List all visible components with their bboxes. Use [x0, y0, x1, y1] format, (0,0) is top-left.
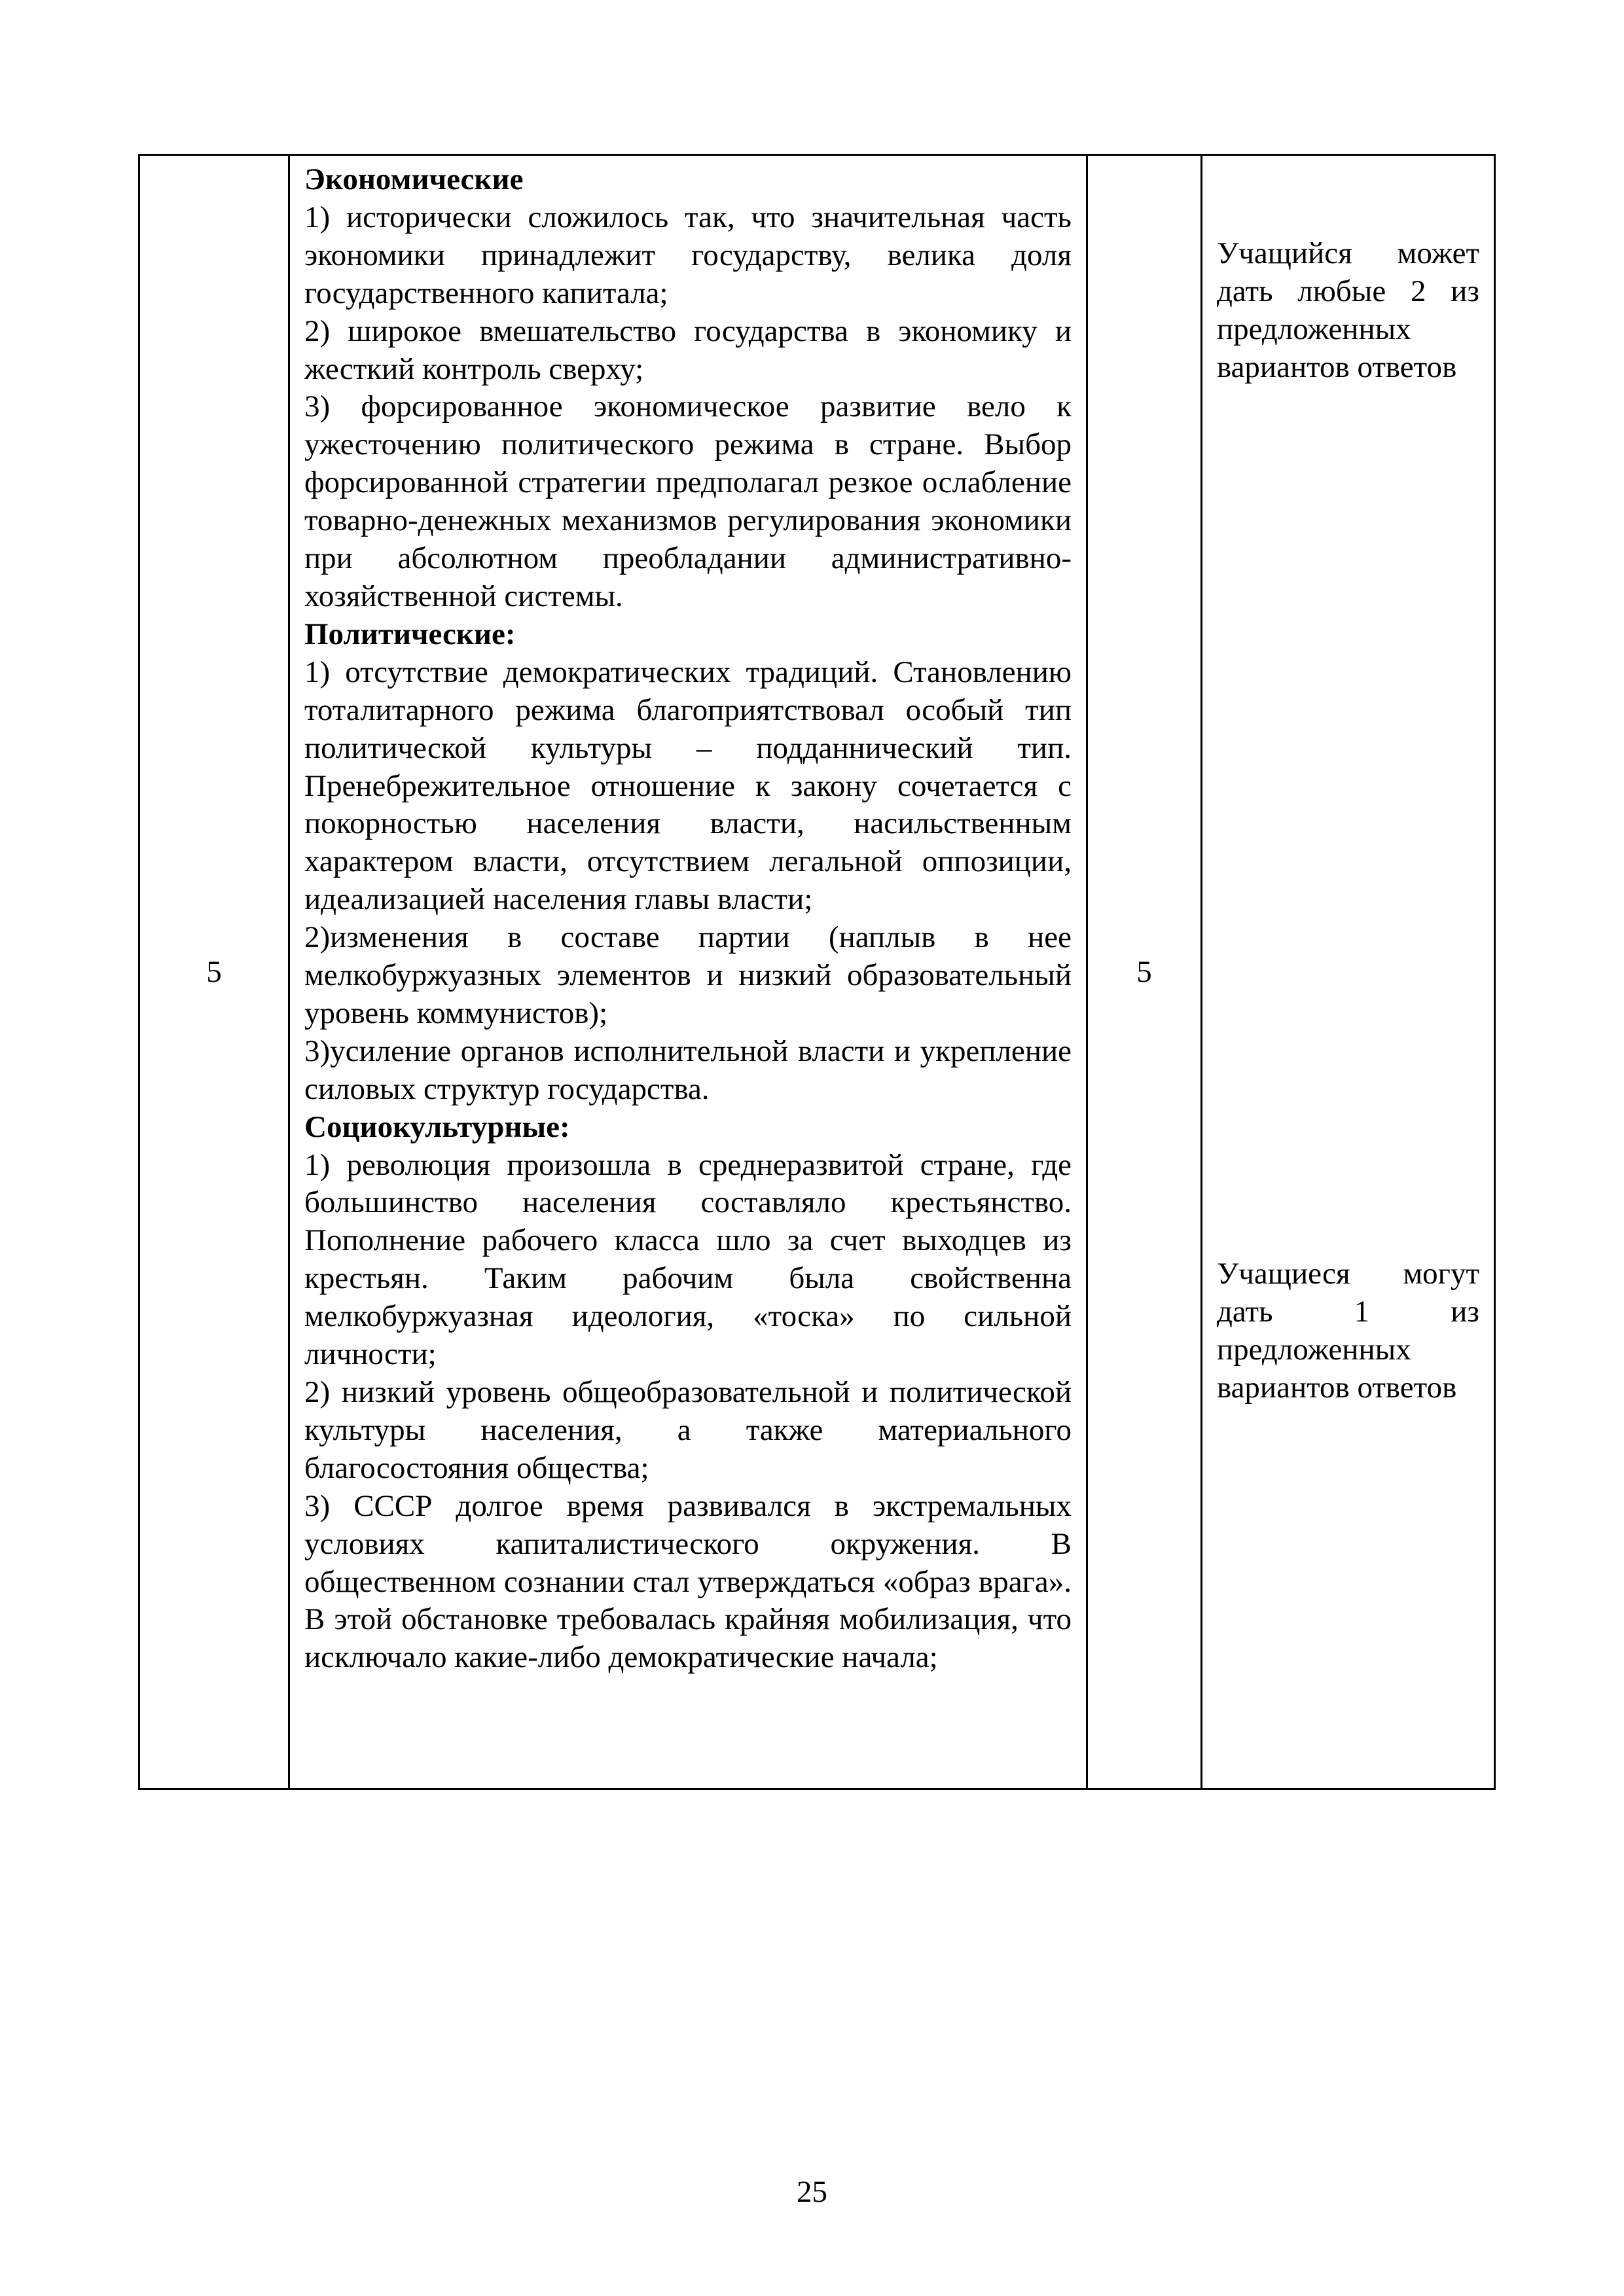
question-number: 5	[206, 955, 222, 989]
list-item: 2)изменения в составе партии (наплыв в нее мелкобуржуазных элементов и низкий образовательный уровень коммунистов);	[304, 920, 1072, 1030]
list-item: 2) низкий уровень общеобразовательной и политической культуры населения, а также материального благосостояния общества;	[304, 1375, 1072, 1485]
list-item: 3) СССР долгое время развивался в экстремальных условиях капиталистического окружения. В общественном сознании стал утверждаться «образ врага». В этой обстановке требовалась крайняя мобилизация, что исключало какие-либо демократические начала;	[304, 1488, 1072, 1675]
grading-note: Учащиеся могут дать 1 из предложенных вариантов ответов	[1217, 1257, 1479, 1405]
answer-cell	[289, 155, 1087, 1789]
section-heading: Социокультурные:	[304, 1109, 570, 1144]
page-number: 25	[797, 2175, 827, 2209]
grading-note: Учащийся может дать любые 2 из предложенных вариантов ответов	[1217, 236, 1479, 384]
score-cell	[1087, 155, 1202, 1789]
note-cell	[1202, 155, 1495, 1789]
list-item: 1) революция произошла в среднеразвитой стране, где большинство населения составляло крестьянство. Пополнение рабочего класса шло за счет выходцев из крестьян. Таким рабочим была свойственна мелкобуржуазная идеология, «тоска» по сильной личности;	[304, 1147, 1072, 1372]
list-item: 2) широкое вмешательство государства в экономику и жесткий контроль сверху;	[304, 314, 1072, 386]
list-item: 1) отсутствие демократических традиций. Становлению тоталитарного режима благоприятствовал особый тип политической культуры – подданнический тип. Пренебрежительное отношение к закону сочетается с покорностью населения власти, насильственным характером власти, отсутствием легальной оппозиции, идеализацией населения главы власти;	[304, 655, 1072, 917]
list-item: 3) форсированное экономическое развитие вело к ужесточению политического режима в стране. Выбор форсированной стратегии предполагал резкое ослабление товарно-денежных механизмов регулирования экономики при абсолютном преобладании административно-хозяйственной системы.	[304, 389, 1072, 613]
list-item: 3)усиление органов исполнительной власти и укрепление силовых структур государства.	[304, 1033, 1072, 1106]
answer-key-table	[138, 154, 1496, 1790]
section-economic	[304, 161, 1072, 616]
section-political	[304, 616, 1072, 1109]
score-value: 5	[1136, 955, 1152, 989]
section-heading: Экономические	[304, 162, 524, 196]
section-sociocultural	[304, 1109, 1072, 1677]
table-row	[139, 155, 1495, 1789]
question-number-cell	[139, 155, 289, 1789]
section-heading: Политические:	[304, 617, 516, 651]
list-item: 1) исторически сложилось так, что значительная часть экономики принадлежит государству, велика доля государственного капитала;	[304, 200, 1072, 310]
